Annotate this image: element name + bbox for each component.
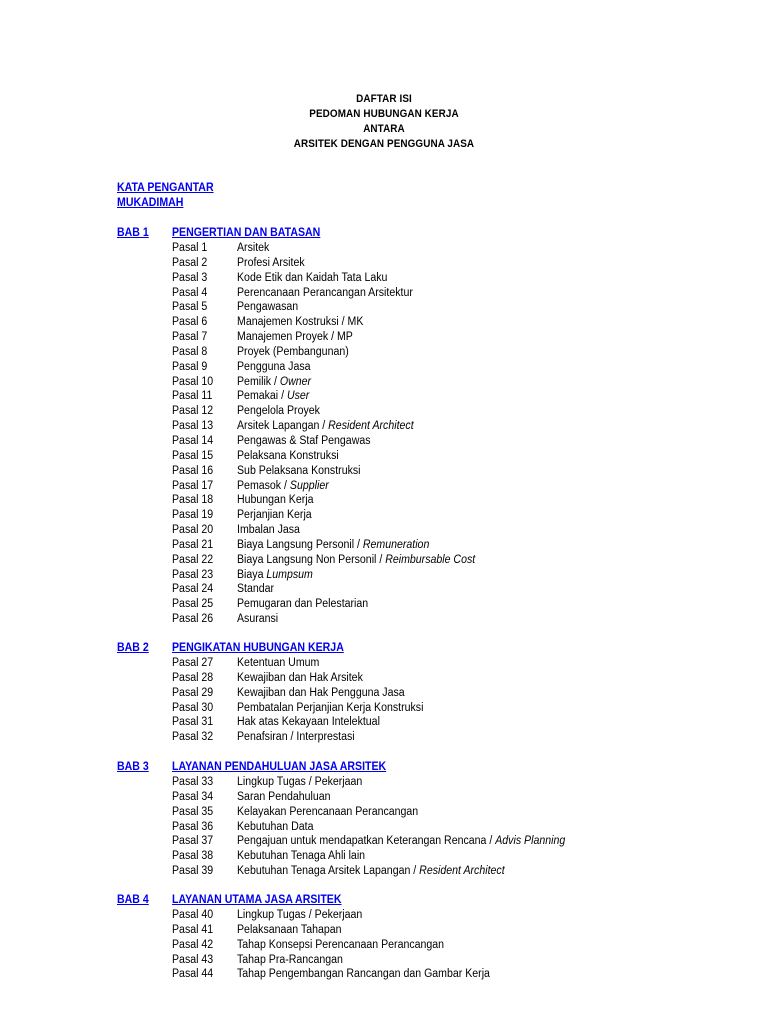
article-number: Pasal 26: [172, 613, 214, 626]
article-number: Pasal 33: [172, 776, 214, 788]
article-number: Pasal 43: [172, 953, 214, 966]
article-item: [117, 730, 737, 745]
article-number: Pasal 29: [172, 686, 214, 699]
article-number: Pasal 11: [172, 390, 213, 403]
article-title-text: Kewajiban dan Hak Arsitek: [237, 671, 363, 684]
article-title: [237, 404, 320, 419]
article-title: [237, 345, 349, 360]
article-title-text: Pemakai /: [237, 390, 287, 403]
article-number: Pasal 18: [172, 494, 214, 507]
article-title: [237, 820, 313, 835]
article-title: [237, 464, 361, 479]
article-list: [117, 775, 737, 879]
article-title: [237, 286, 413, 301]
article-title: [237, 908, 362, 923]
article-item: [117, 553, 737, 568]
article-title: [237, 597, 368, 612]
article-title-term: Reimbursable Cost: [385, 553, 476, 566]
article-number: Pasal 16: [172, 464, 214, 477]
article-item: [117, 404, 737, 419]
article-title: [237, 834, 565, 849]
article-item: [117, 864, 737, 879]
article-item: [117, 315, 737, 330]
article-title: [237, 300, 298, 315]
article-title: [237, 790, 331, 805]
article-item: [117, 923, 737, 938]
article-number: Pasal 7: [172, 331, 208, 344]
article-item: [117, 241, 737, 256]
article-title-text: Biaya Langsung Personil /: [237, 538, 363, 551]
article-item: [117, 449, 737, 464]
article-item: [117, 568, 737, 583]
article-number: Pasal 41: [172, 923, 214, 936]
article-title-text: Manajemen Kostruksi / MK: [237, 316, 364, 329]
article-title: [237, 967, 490, 982]
article-number: Pasal 27: [172, 657, 214, 669]
article-title: [237, 241, 269, 256]
article-number: Pasal 30: [172, 701, 214, 714]
article-title-text: Pemasok /: [237, 479, 290, 492]
link-mukadimah[interactable]: MUKADIMAH: [117, 197, 184, 209]
chapter-bab-1: [117, 226, 737, 627]
article-title: [237, 508, 312, 523]
article-item: [117, 805, 737, 820]
article-item: [117, 597, 737, 612]
title-arsitek: ARSITEK DENGAN PENGGUNA JASA: [293, 138, 475, 150]
article-title-text: Ketentuan Umum: [237, 657, 320, 669]
article-title-term: Advis Planning: [495, 835, 566, 848]
article-item: [117, 686, 737, 701]
article-item: [117, 508, 737, 523]
article-item: [117, 419, 737, 434]
article-number: Pasal 13: [172, 420, 214, 433]
chapter-number[interactable]: BAB 3: [117, 761, 149, 773]
chapter-bab-2: [117, 641, 737, 745]
article-title-term: Remuneration: [362, 538, 430, 551]
article-title: [237, 568, 313, 583]
title-pedoman: PEDOMAN HUBUNGAN KERJA: [309, 108, 459, 120]
article-title: [237, 330, 353, 345]
article-title-text: Biaya: [237, 568, 267, 581]
article-title-term: Resident Architect: [419, 865, 505, 878]
title-daftar-isi: DAFTAR ISI: [356, 93, 412, 105]
article-title-text: Arsitek Lapangan /: [237, 420, 329, 433]
article-title-text: Pengawasan: [237, 301, 299, 314]
chapter-title[interactable]: LAYANAN UTAMA JASA ARSITEK: [172, 894, 342, 906]
article-item: [117, 701, 737, 716]
article-title: [237, 805, 418, 820]
article-number: Pasal 32: [172, 731, 214, 744]
article-title-text: Pengguna Jasa: [237, 360, 311, 373]
article-item: [117, 967, 737, 982]
article-item: [117, 389, 737, 404]
article-item: [117, 375, 737, 390]
article-title: [237, 923, 342, 938]
article-item: [117, 953, 737, 968]
article-number: Pasal 37: [172, 835, 214, 848]
article-title: [237, 715, 380, 730]
article-title: [237, 493, 313, 508]
article-item: [117, 345, 737, 360]
article-item: [117, 360, 737, 375]
article-title: [237, 256, 305, 271]
article-title-text: Imbalan Jasa: [237, 524, 300, 537]
article-title-text: Kode Etik dan Kaidah Tata Laku: [237, 271, 388, 284]
article-number: Pasal 25: [172, 598, 214, 611]
article-number: Pasal 12: [172, 405, 214, 418]
article-title-text: Kewajiban dan Hak Pengguna Jasa: [237, 686, 405, 699]
article-number: Pasal 44: [172, 968, 214, 981]
article-title: [237, 775, 362, 790]
article-item: [117, 820, 737, 835]
article-number: Pasal 6: [172, 316, 208, 329]
article-title: [237, 419, 414, 434]
article-title-text: Tahap Pra-Rancangan: [237, 953, 343, 966]
article-number: Pasal 19: [172, 509, 214, 522]
article-title-text: Standar: [237, 583, 275, 596]
article-item: [117, 656, 737, 671]
article-title-text: Proyek (Pembangunan): [237, 345, 349, 358]
article-title: [237, 479, 329, 494]
article-number: Pasal 22: [172, 553, 214, 566]
article-number: Pasal 39: [172, 865, 214, 878]
article-number: Pasal 14: [172, 434, 214, 447]
article-title-term: Owner: [279, 375, 312, 388]
article-number: Pasal 35: [172, 805, 214, 818]
article-number: Pasal 15: [172, 449, 214, 462]
article-title: [237, 938, 444, 953]
article-number: Pasal 28: [172, 671, 214, 684]
article-number: Pasal 5: [172, 301, 208, 314]
article-number: Pasal 10: [172, 375, 214, 388]
article-title-text: Tahap Pengembangan Rancangan dan Gambar Kerja: [237, 968, 490, 981]
article-item: [117, 256, 737, 271]
article-number: Pasal 36: [172, 820, 214, 833]
article-item: [117, 523, 737, 538]
article-title: [237, 686, 405, 701]
article-title: [237, 730, 355, 745]
chapter-number[interactable]: BAB 2: [117, 642, 149, 654]
chapter-number[interactable]: BAB 4: [117, 894, 149, 906]
chapter-title[interactable]: PENGIKATAN HUBUNGAN KERJA: [172, 642, 344, 654]
article-title: [237, 375, 311, 390]
article-title-text: Kelayakan Perencanaan Perancangan: [237, 805, 419, 818]
article-item: [117, 790, 737, 805]
article-list: [117, 241, 737, 627]
article-item: [117, 300, 737, 315]
article-title-text: Kebutuhan Tenaga Ahli lain: [237, 850, 366, 863]
article-title: [237, 953, 343, 968]
chapter-number[interactable]: BAB 1: [117, 227, 149, 239]
article-number: Pasal 21: [172, 538, 214, 551]
article-number: Pasal 2: [172, 256, 208, 269]
article-number: Pasal 9: [172, 360, 208, 373]
article-title-text: Kebutuhan Tenaga Arsitek Lapangan /: [237, 865, 420, 878]
article-number: Pasal 42: [172, 938, 214, 951]
article-number: Pasal 34: [172, 790, 214, 803]
article-title: [237, 315, 363, 330]
article-number: Pasal 3: [172, 271, 208, 284]
article-title: [237, 360, 311, 375]
article-item: [117, 612, 737, 627]
article-title-term: Resident Architect: [328, 420, 414, 433]
article-title-text: Tahap Konsepsi Perencanaan Perancangan: [237, 938, 445, 951]
article-item: [117, 330, 737, 345]
article-title: [237, 612, 278, 627]
article-item: [117, 271, 737, 286]
link-kata-pengantar[interactable]: KATA PENGANTAR: [117, 182, 214, 194]
article-title: [237, 389, 309, 404]
article-title-term: Supplier: [289, 479, 329, 492]
article-title-text: Lingkup Tugas / Pekerjaan: [237, 776, 363, 788]
article-title: [237, 701, 423, 716]
article-item: [117, 834, 737, 849]
article-title-term: Lumpsum: [266, 568, 313, 581]
article-number: Pasal 40: [172, 909, 214, 921]
article-item: [117, 715, 737, 730]
article-number: Pasal 17: [172, 479, 214, 492]
article-item: [117, 938, 737, 953]
article-title-text: Pengawas & Staf Pengawas: [237, 434, 371, 447]
article-title-text: Pengajuan untuk mendapatkan Keterangan Rencana /: [237, 835, 496, 848]
article-number: Pasal 1: [172, 242, 208, 254]
article-title-text: Biaya Langsung Non Personil /: [237, 553, 386, 566]
article-list: [117, 656, 737, 745]
article-title: [237, 849, 365, 864]
article-title-text: Pemugaran dan Pelestarian: [237, 598, 369, 611]
article-title-text: Pengelola Proyek: [237, 405, 320, 418]
article-title-text: Perencanaan Perancangan Arsitektur: [237, 286, 413, 299]
article-title-text: Pembatalan Perjanjian Kerja Konstruksi: [237, 701, 424, 714]
article-number: Pasal 24: [172, 583, 214, 596]
article-title-text: Manajemen Proyek / MP: [237, 331, 353, 344]
article-title: [237, 449, 339, 464]
article-title-text: Sub Pelaksana Konstruksi: [237, 464, 361, 477]
article-item: [117, 908, 737, 923]
article-item: [117, 493, 737, 508]
title-antara: ANTARA: [363, 123, 405, 135]
article-number: Pasal 20: [172, 524, 214, 537]
article-title-text: Asuransi: [237, 613, 279, 626]
article-item: [117, 286, 737, 301]
article-title-text: Arsitek: [237, 242, 270, 254]
article-title: [237, 582, 274, 597]
article-title: [237, 864, 505, 879]
article-item: [117, 582, 737, 597]
article-number: Pasal 8: [172, 345, 208, 358]
article-title: [237, 553, 475, 568]
article-number: Pasal 38: [172, 850, 214, 863]
article-title-text: Pemilik /: [237, 375, 280, 388]
chapter-bab-3: [117, 760, 737, 879]
article-title-text: Pelaksana Konstruksi: [237, 449, 339, 462]
article-title: [237, 538, 429, 553]
document-header: [0, 92, 768, 152]
article-title: [237, 434, 371, 449]
chapter-title[interactable]: PENGERTIAN DAN BATASAN: [172, 227, 321, 239]
chapter-bab-4: [117, 893, 737, 982]
article-item: [117, 464, 737, 479]
article-item: [117, 849, 737, 864]
article-title: [237, 271, 387, 286]
article-title-text: Hubungan Kerja: [237, 494, 314, 507]
article-item: [117, 434, 737, 449]
article-number: Pasal 4: [172, 286, 208, 299]
article-number: Pasal 31: [172, 716, 214, 729]
chapter-title[interactable]: LAYANAN PENDAHULUAN JASA ARSITEK: [172, 761, 387, 773]
article-title-text: Penafsiran / Interprestasi: [237, 731, 355, 744]
article-number: Pasal 23: [172, 568, 214, 581]
article-title-text: Hak atas Kekayaan Intelektual: [237, 716, 380, 729]
article-item: [117, 479, 737, 494]
article-title-text: Profesi Arsitek: [237, 256, 305, 269]
article-title: [237, 671, 363, 686]
article-title-text: Pelaksanaan Tahapan: [237, 923, 342, 936]
article-title-term: User: [286, 390, 310, 403]
article-list: [117, 908, 737, 982]
article-item: [117, 775, 737, 790]
article-title-text: Lingkup Tugas / Pekerjaan: [237, 909, 363, 921]
article-item: [117, 538, 737, 553]
article-title-text: Perjanjian Kerja: [237, 509, 312, 522]
article-item: [117, 671, 737, 686]
article-title: [237, 656, 319, 671]
article-title: [237, 523, 300, 538]
article-title-text: Saran Pendahuluan: [237, 790, 331, 803]
article-title-text: Kebutuhan Data: [237, 820, 314, 833]
intro-links: [117, 181, 222, 211]
